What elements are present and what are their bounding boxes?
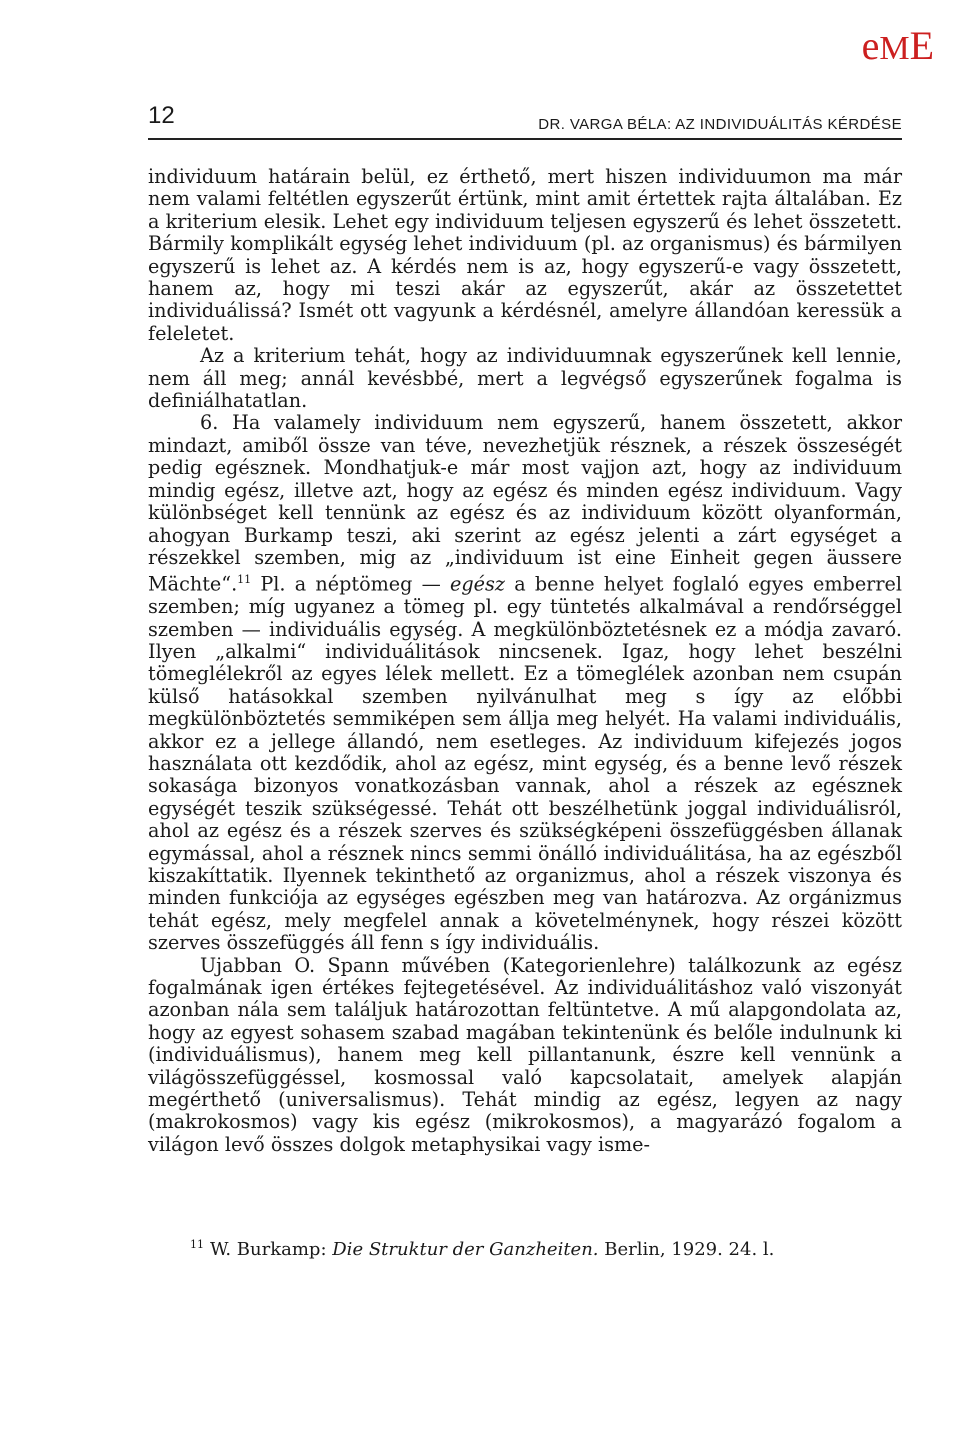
emphasis-text: egész	[450, 572, 505, 596]
footnote-details: Berlin, 1929. 24. l.	[598, 1239, 775, 1260]
page-number: 12	[148, 102, 175, 129]
paragraph-1: individuum határain belül, ez érthető, mert hiszen individuumon ma már nem valami feltétlen egyszerűt értünk, mint amit értettek rajta általában. Ez a kriterium elesik. Lehet egy individuum teljesen egyszerű és lehet összetett. Bármily komplikált egység lehet individuum (pl. az organismus) és bármilyen egyszerű is lehet az. A kérdés nem is az, hogy egyszerű-e vagy összetett, hanem az, hogy mi teszi akár az egyszerűt, akár az összetettet individuálissá? Ismét ott vagyunk a kérdésnél, amelyre állandóan keressük a feleletet.	[148, 165, 902, 345]
footnote	[190, 1234, 902, 1261]
paragraph-4: Ujabban O. Spann művében (Kategorienlehre) találkozunk az egész fogalmának igen értékes fejtegetésével. Az individuálitáshoz való viszonyát azonban nála sem találjuk határozottan feltüntetve. A mű alapgondolata az, hogy az egyest sohasem szabad magában tekintenünk és belőle indulnunk ki (individuálismus), hanem meg kell pillantanunk, észre kell vennünk a világösszefüggéssel, kosmossal való kapcsolatait, amelyek alapján megérthető (universalismus). Tehát mindig az egész, legyen az nagy (makrokosmos) vagy kis egész (mikrokosmos), a magyarázó fogalom a világon levő összes dolgok metaphysikai vagy isme-	[148, 953, 902, 1156]
footnote-title: Die Struktur der Ganzheiten.	[332, 1239, 599, 1260]
paragraph-3	[148, 412, 902, 954]
publisher-logo: eME	[861, 23, 934, 68]
running-head: DR. VARGA BÉLA: AZ INDIVIDUÁLITÁS KÉRDÉSE	[538, 116, 902, 133]
paragraph-3-part-a: 6. Ha valamely individuum nem egyszerű, hanem összetett, akkor mindazt, amiből össze van téve, nevezhetjük résznek, a részek összeségét pedig egésznek. Mondhatjuk-e már most vajjon azt, hogy az individuum mindig egész, illetve azt, hogy az egész és minden egész individuum. Vagy különbséget kell tennünk az egész és az individuum között olyanformán, ahogyan Burkamp teszi, aki szerint az egész jelenti a zárt egységet a részekkel szemben, mig az „individuum ist eine Einheit gegen äussere Mächte“.	[148, 411, 902, 596]
footnote-reference: 11	[237, 573, 252, 587]
body-text	[148, 166, 902, 1156]
footnote-mark: 11	[190, 1238, 204, 1251]
paragraph-2: Az a kriterium tehát, hogy az individuumnak egyszerűnek kell lennie, nem áll meg; annál kevésbbé, mert a legvégső egyszerűnek fogalma is definiálhatatlan.	[148, 344, 902, 413]
paragraph-3-part-b: Pl. a néptömeg —	[251, 572, 451, 596]
page-header	[148, 102, 902, 140]
paragraph-3-part-c: a benne helyet foglaló egyes emberrel szemben; míg ugyanez a tömeg pl. egy tüntetés alkalmával a rendőrséggel szemben — individuális egység. A megkülönböztetésnek ez a módja zavaró. Ilyen „alkalmi“ individuálitások nincsenek. Igaz, hogy lehet beszélni tömeglélekről az egyes lélek mellett. Ez a tömeglélek azonban nem csupán külső hatásokkal szemben nyilvánulhat meg s így az előbbi megkülönböztetés semmiképen sem állja meg helyét. Ha valami individuális, akkor ez a jellege állandó, nem esetleges. Az individuum kifejezés jogos használata ott kezdődik, ahol az egész, mint egység, és a benne levő részek sokasága bizonyos vonatkozásban vannak, ahol a részek az egésznek egységét teszik szükségessé. Tehát ott beszélhetünk joggal individuálisról, ahol az egész és a részek szerves és szükségképeni összefüggésben állanak egymással, ahol a résznek nincs semmi önálló individuálitása, ha az egészből kiszakíttatik. Ilyennek tekinthető az organizmus, ahol a részek viszonya és minden funkciója az egységes egészben meg van határozva. Az orgánizmus tehát egész, mely megfelel annak a követelménynek, hogy részei között szerves összefüggés áll fenn s így individuális.	[148, 572, 903, 955]
footnote-author: W. Burkamp:	[210, 1239, 333, 1260]
